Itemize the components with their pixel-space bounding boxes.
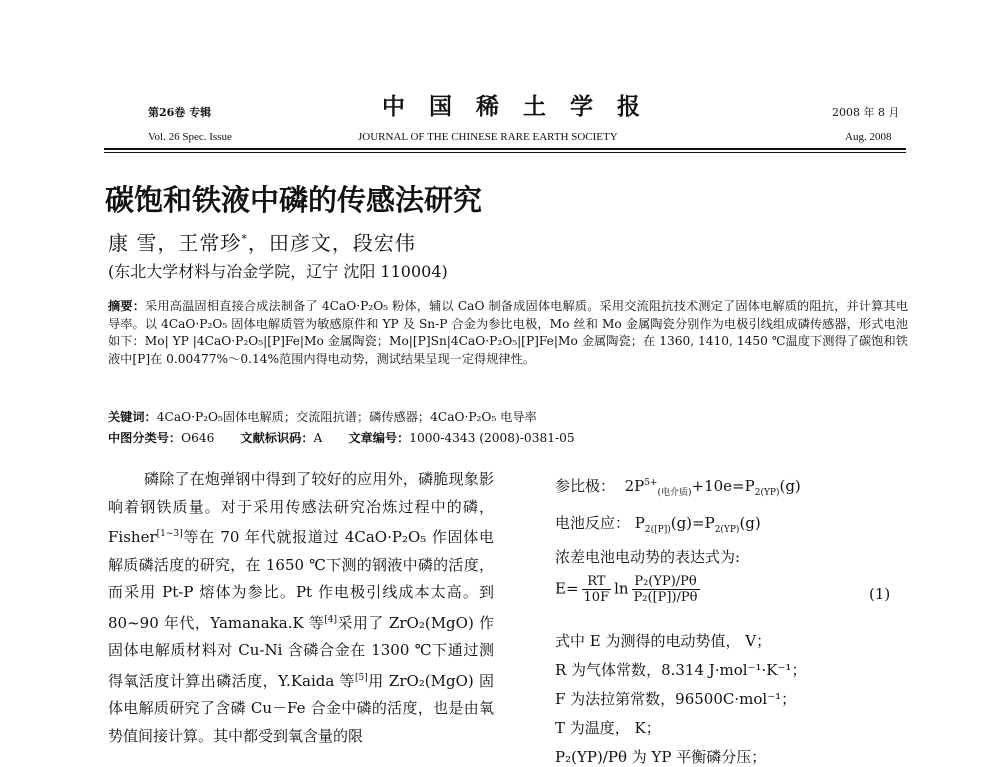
keywords-line [108, 407, 908, 428]
definition-r: R 为气体常数，8.314 J·mol⁻¹·K⁻¹； [555, 661, 807, 679]
abstract-text: 采用高温固相直接合成法制备了 4CaO·P₂O₅ 粉体，辅以 CaO 制备成固体电解质。采用交流阻抗技术测定了固体电解质的阻抗，并计算其电导率。以 4CaO·P₂O₅ 固体电解质管为敏感原件和 YP 及 Sn-P 合金为参比电极，Mo 丝和 Mo 金属陶瓷分别作为电极引线组成磷传感器，形式电池如下：Mo| YP |4CaO·P₂O₅|[P]Fe|Mo 金属陶瓷；Mo|[P]Sn|4CaO·P₂O₅|[P]Fe|Mo 金属陶瓷；在 1360, 1410, 1450 ℃温度下测得了碳饱和铁液中[P]在 0.00477%～0.14%范围内得电动势，测试结果呈现一定得规律性。 [108, 299, 909, 366]
authors-part1: 康 雪，王常珍 [108, 231, 242, 255]
doc-code-value: A [313, 431, 323, 445]
eq-denominator: P₂([P])/Pθ [633, 590, 698, 605]
body-text-1: 磷除了在炮弹钢中得到了较好的应用外，磷脆现象影响着钢铁质量。对于采用传感法研究冶炼过程中的磷， Fisher [108, 470, 494, 546]
definition-t: T 为温度， K； [555, 719, 661, 737]
header-rule [104, 148, 906, 150]
abstract [108, 298, 908, 368]
keywords-block [108, 407, 908, 449]
ref-eq-sub2: 2(YP) [754, 488, 780, 498]
citation-4: [4] [324, 614, 338, 625]
header-journal-cn: 中国稀土学报 [382, 93, 664, 120]
paper-title: 碳饱和铁液中磷的传感法研究 [105, 183, 483, 217]
cell-eq-sub1: 2([P]) [644, 525, 671, 535]
header-volume-cn: 第26卷 专辑 [148, 106, 212, 119]
authors-part2: ，田彦文，段宏伟 [247, 231, 416, 255]
body-text-3: 采用了 ZrO₂(MgO) 作固体电解质材料对 Cu-Ni 含磷合金在 1300 ℃下通过测得氧活度计算出磷活度，Y.Kaida 等 [108, 613, 494, 690]
keywords-label: 关键词： [108, 410, 157, 424]
eq-lhs: E= [555, 579, 579, 598]
emf-intro: 浓差电池电动势的表达式为: [555, 548, 741, 566]
ref-eq-lhs: 2P [624, 477, 645, 495]
doc-code-label: 文献标识码： [240, 431, 314, 445]
header-volume-en: Vol. 26 Spec. Issue [148, 131, 232, 143]
header-rule-thin [104, 152, 906, 153]
cell-eq-mid: (g)=P [670, 514, 715, 532]
citation-5: [5] [355, 672, 368, 683]
ref-eq-sub: (电介质) [657, 488, 692, 498]
definition-e: 式中 E 为测得的电动势值， V； [555, 632, 772, 650]
cell-reaction-label: 电池反应： [555, 514, 631, 532]
clc-value: O646 [181, 431, 215, 445]
definition-p: P₂(YP)/Pθ 为 YP 平衡磷分压； [555, 748, 767, 766]
eq-10f: 10F [583, 590, 610, 605]
eq-pressure-fraction [632, 574, 700, 605]
ref-eq-mid: +10e=P [691, 477, 755, 495]
article-number-label: 文章编号： [348, 431, 410, 445]
clc-label: 中图分类号： [108, 431, 182, 445]
ref-eq-tail: (g) [779, 477, 801, 495]
eq-numerator: P₂(YP)/Pθ [632, 574, 700, 590]
eq-rt-fraction [582, 574, 612, 605]
equation-number: (1) [869, 585, 891, 603]
cell-eq-p1: P [634, 514, 645, 532]
emf-equation [555, 574, 703, 605]
article-number-value: 1000-4343 (2008)-0381-05 [409, 431, 575, 445]
body-text-2: 等在 70 年代就报道过 4CaO·P₂O₅ 作固体电解质磷活度的研究，在 1650 ℃下测的钢液中磷的活度，而采用 Pt-P 熔体为参比。Pt 作电极引线成本太高。到 80~90 年代，Yamanaka.K 等 [108, 528, 494, 632]
cell-eq-sub2: 2(YP) [714, 525, 740, 535]
header-date-cn: 2008 年 8 月 [832, 106, 900, 119]
body-text-4: 用 ZrO₂(MgO) 固体电解质研究了含磷 Cu－Fe 合金中磷的活度，也是由氧势值间接计算。其中都受到氧含量的限 [108, 671, 494, 745]
classification-line [108, 428, 908, 449]
paper-affiliation: (东北大学材料与冶金学院，辽宁 沈阳 110004) [108, 262, 448, 281]
definition-f: F 为法拉第常数，96500C·mol⁻¹； [555, 690, 797, 708]
ref-eq-sup: 5+ [644, 478, 658, 488]
header-date-en: Aug. 2008 [845, 131, 892, 143]
eq-rt: RT [582, 574, 612, 590]
reference-electrode-line [555, 475, 801, 498]
body-left-column [108, 466, 494, 750]
body-paragraph [108, 466, 494, 750]
cell-reaction-line [555, 512, 761, 535]
citation-1-3: [1~3] [156, 529, 183, 539]
abstract-label: 摘要： [108, 299, 146, 313]
reference-electrode-label: 参比极： [555, 477, 616, 495]
header-journal-en: JOURNAL OF THE CHINESE RARE EARTH SOCIETY [358, 131, 618, 143]
eq-ln: ln [614, 579, 629, 598]
paper-authors [108, 227, 416, 256]
corresponding-author-mark: * [241, 232, 248, 246]
cell-eq-tail: (g) [739, 514, 761, 532]
keywords-text: 4CaO·P₂O₅固体电解质；交流阻抗谱；磷传感器；4CaO·P₂O₅ 电导率 [156, 410, 537, 424]
